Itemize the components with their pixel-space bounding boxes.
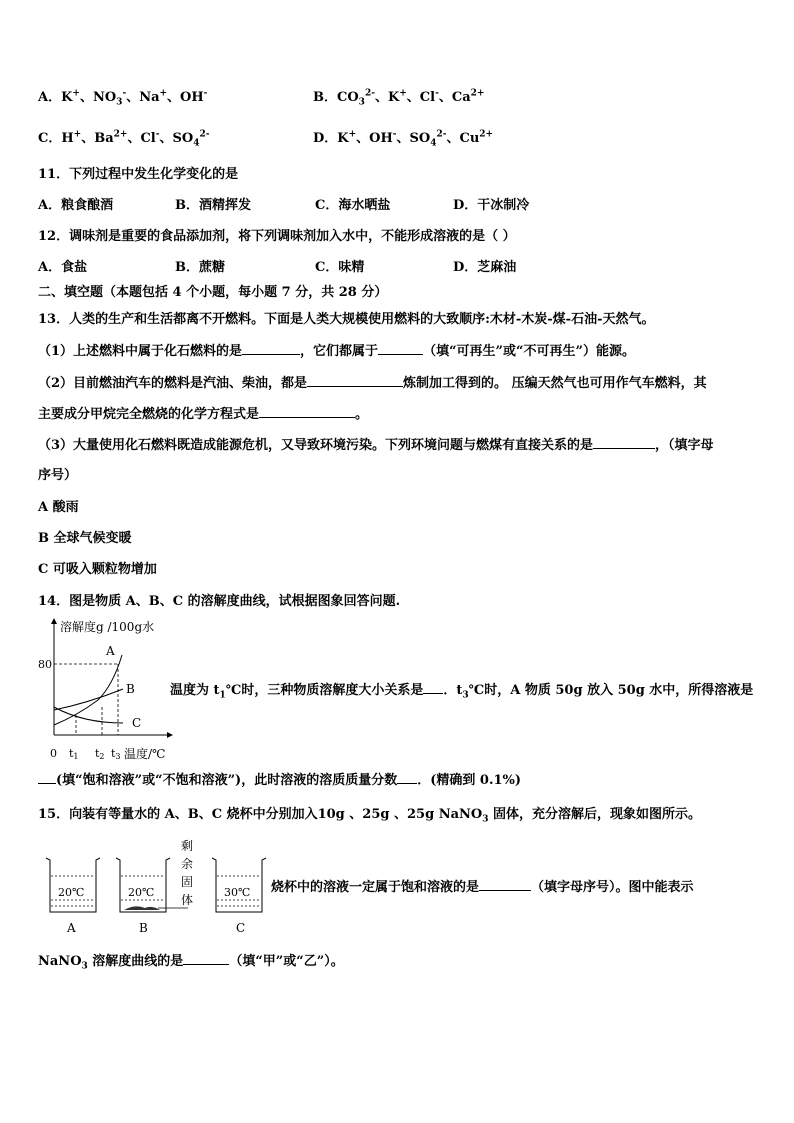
q11-option-c: C．海水晒盐	[315, 198, 391, 213]
q15-text-line2: NaNO$_3$ 溶解度曲线的是 （填“甲”或“乙”）。	[38, 954, 344, 972]
t3-label: t3	[111, 747, 121, 761]
q14-stem: 14．图是物质 A、B、C 的溶解度曲线，试根据图象回答问题.	[38, 594, 401, 609]
q10-option-b: B．$CO_3^{2-}$、K+、Cl-、$Ca^{2+}$	[313, 88, 485, 108]
t2-label: t2	[95, 747, 105, 761]
solubility-graph	[38, 615, 178, 765]
beakers-figure	[40, 838, 280, 938]
q13-choice-b: B 全球气候变暖	[38, 531, 132, 546]
q11-option-d: D．干冰制冷	[453, 198, 530, 213]
curve-b-label: B	[126, 682, 135, 696]
beaker-a	[46, 858, 100, 935]
svg-text:A: A	[67, 921, 76, 935]
q10-option-d: D．K+、OH-、$SO_4^{2-}$、$Cu^{2+}$	[313, 129, 494, 149]
q13-part1: （1）上述燃料中属于化石燃料的是 ，它们都属于 （填“可再生”或“不可再生”）能源。	[38, 344, 635, 359]
svg-text:20℃: 20℃	[128, 886, 155, 899]
curve-a	[54, 655, 122, 725]
svg-text:C: C	[236, 921, 246, 935]
q10-option-c: C．H+、$Ba^{2+}$、Cl-、$SO_4^{2-}$	[38, 129, 210, 149]
q13-part2-cont: 主要成分甲烷完全燃烧的化学方程式是 。	[38, 407, 369, 422]
beaker-c	[212, 858, 266, 935]
q14-text-line1: 温度为 $t_1℃$时，三种物质溶解度大小关系是 ．$t_3℃$时，A 物质 50g 放入 50g 水中，所得溶液是	[170, 683, 754, 701]
q11-option-b: B．酒精挥发	[175, 198, 251, 213]
t1-label: t1	[69, 747, 79, 761]
q12-option-b: B．蔗糖	[175, 260, 225, 275]
q15-stem: 15．向装有等量水的 A、B、C 烧杯中分别加入10g 、25g 、25g NaNO$_3$ 固体，充分溶解后，现象如图所示。	[38, 807, 702, 825]
q12-option-d: D．芝麻油	[453, 260, 517, 275]
q12-stem: 12．调味剂是重要的食品添加剂，将下列调味剂加入水中，不能形成溶液的是（ ）	[38, 229, 516, 244]
svg-text:B: B	[139, 921, 148, 935]
q13-stem: 13．人类的生产和生活都离不开燃料。下面是人类大规模使用燃料的大致顺序:木材-木炭-煤-石油-天然气。	[38, 312, 655, 327]
q13-part3: （3）大量使用化石燃料既造成能源危机，又导致环境污染。下列环境问题与燃煤有直接关系的是 ，（填字母	[38, 438, 714, 453]
q12-option-a: A．食盐	[38, 260, 88, 275]
q10-option-a: A．K+、$NO_3^-$、Na+、OH-	[38, 88, 208, 108]
q13-choice-a: A 酸雨	[38, 500, 79, 515]
svg-text:30℃: 30℃	[224, 886, 251, 899]
x-axis-label: 温度/℃	[124, 747, 166, 761]
q13-part2: （2）目前燃油汽车的燃料是汽油、柴油，都是 炼制加工得到的。 压编天然气也可用作气车燃料，其	[38, 376, 707, 391]
q12-option-c: C．味精	[315, 260, 365, 275]
q13-part3-cont: 序号）	[38, 468, 78, 483]
section-heading: 二、填空题（本题包括 4 个小题，每小题 7 分，共 28 分）	[38, 285, 388, 300]
beaker-b	[116, 858, 170, 935]
curve-c-label: C	[132, 716, 142, 730]
q14-text-line2: (填“饱和溶液”或“不饱和溶液”)，此时溶液的溶质质量分数 ．(精确到 0.1%)	[38, 771, 521, 790]
residue-label: 剩 余 固 体	[181, 839, 194, 907]
q13-choice-c: C 可吸入颗粒物增加	[38, 562, 157, 577]
curve-a-label: A	[106, 644, 115, 658]
y-tick-80: 80	[38, 658, 52, 671]
origin-label: 0	[50, 747, 57, 760]
svg-text:20℃: 20℃	[58, 886, 85, 899]
q15-text-line1: 烧杯中的溶液一定属于饱和溶液的是 （填字母序号）。图中能表示	[271, 880, 694, 895]
q11-option-a: A．粮食酿酒	[38, 198, 114, 213]
q11-stem: 11．下列过程中发生化学变化的是	[38, 167, 239, 182]
y-axis-label: 溶解度g /100g水	[60, 620, 155, 634]
